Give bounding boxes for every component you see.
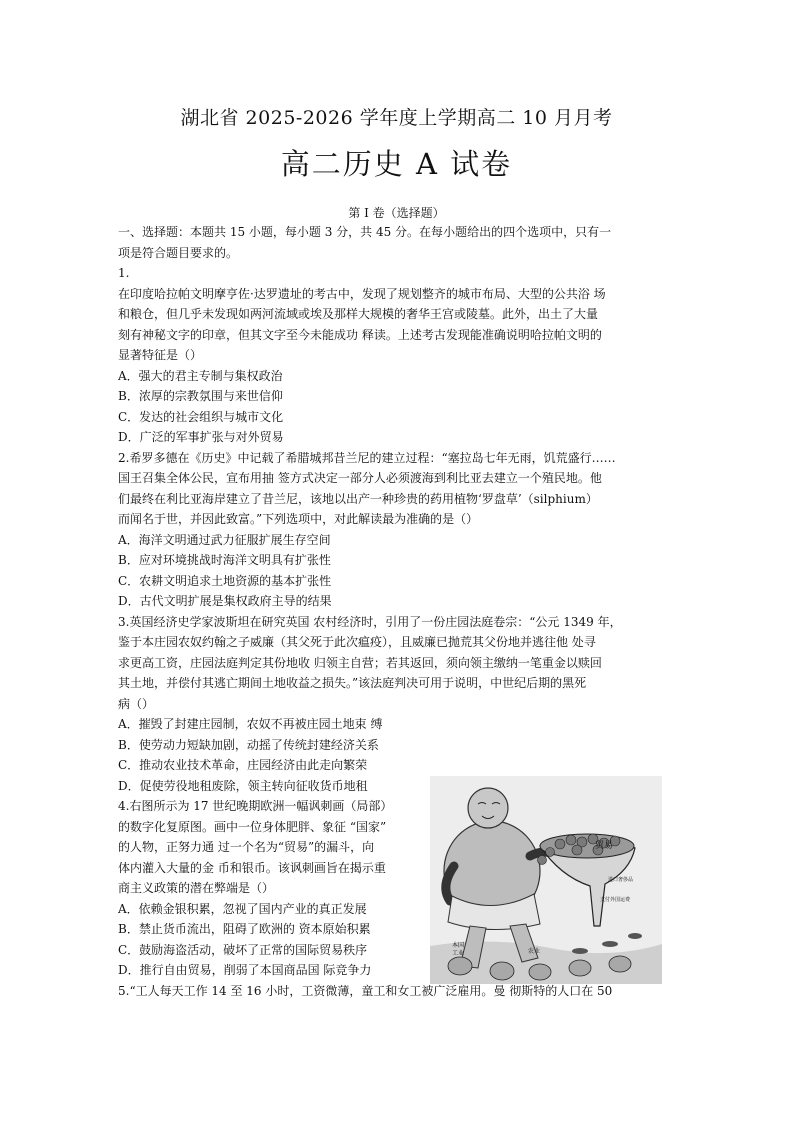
question-4-stem: 商主义政策的潜在弊端是（）	[118, 881, 275, 895]
cartoon-label-agriculture: 农业	[528, 948, 541, 955]
cartoon-label-trade: 贸易	[595, 841, 614, 851]
question-4-option-d[interactable]: D．推行自由贸易，削弱了本国商品国 际竞争力	[118, 963, 372, 977]
question-4-option-b[interactable]: B．禁止货币流出，阻碍了欧洲的 资本原始积累	[118, 922, 371, 936]
question-1-stem: 显著特征是（）	[118, 348, 203, 362]
question-3-option-a[interactable]: A．摧毁了封建庄园制，农奴不再被庄园土地束 缚	[118, 717, 383, 731]
section-heading: 第 I 卷（选择题）	[348, 206, 445, 220]
question-2-stem: 国王召集全体公民，宣布用抽 签方式决定一部分人必须渡海到利比亚去建立一个殖民地。他	[118, 471, 602, 485]
question-3-stem: 求更高工资，庄园法庭判定其份地收 归领主自营；若其返回，须向领主缴纳一笔重金以赎回	[118, 655, 602, 670]
question-3-stem: 病（）	[118, 696, 155, 711]
question-4-stem: 的人物，正努力通 过一个名为“贸易”的漏斗，向	[118, 840, 375, 854]
instructions-line: 项是符合题目要求的。	[118, 245, 239, 260]
question-1-option-b[interactable]: B．浓厚的宗教氛围与来世信仰	[118, 389, 283, 403]
question-2-stem: 们最终在利比亚海岸建立了昔兰尼，该地以出产一种珍贵的药用植物‘罗盘草’（silphium）	[118, 491, 598, 506]
question-1-option-c[interactable]: C．发达的社会组织与城市文化	[118, 409, 284, 424]
question-1-stem: 在印度哈拉帕文明摩亨佐·达罗遗址的考古中，发现了规划整齐的城市布局、大型的公共浴 场	[118, 286, 606, 301]
question-3-option-d[interactable]: D．促使劳役地租废除，领主转向征收货币地租	[118, 778, 368, 793]
question-3-option-c[interactable]: C．推动农业技术革命，庄园经济由此走向繁荣	[118, 758, 368, 772]
question-4-option-a[interactable]: A．依赖金银积累，忽视了国内产业的真正发展	[118, 901, 367, 916]
question-1-stem: 刻有神秘文字的印章，但其文字至今未能成功 释读。上述考古发现能准确说明哈拉帕文明的	[118, 327, 602, 342]
question-2-option-b[interactable]: B．应对环境挑战时海洋文明具有扩张性	[118, 553, 331, 567]
instructions-line: 一、选择题：本题共 15 小题，每小题 3 分，共 45 分。在每小题给出的四个选项中，只有一	[118, 225, 612, 239]
question-2-option-d[interactable]: D．古代文明扩展是集权政府主导的结果	[118, 594, 332, 608]
question-3-stem: 其土地，并偿付其逃亡期间土地收益之损失。”该法庭判决可用于说明，中世纪后期的黑死	[118, 676, 587, 690]
question-2-stem: 2.希罗多德在《历史》中记载了希腊城邦昔兰尼的建立过程：“塞拉岛七年无雨，饥荒盛行……	[118, 450, 616, 465]
question-4-stem: 体内灌入大量的金 币和银币。该讽刺画旨在揭示重	[118, 860, 386, 875]
question-2-option-c[interactable]: C．农耕文明追求土地资源的基本扩张性	[118, 573, 332, 588]
question-3-stem: 鉴于本庄园农奴约翰之子威廉（其父死于此次瘟疫），且威廉已抛荒其父份地并逃往他 处寻	[118, 635, 596, 649]
question-4-option-c[interactable]: C．鼓励海盗活动，破坏了正常的国际贸易秩序	[118, 942, 368, 957]
cartoon-label-freight: 支付外国运费	[600, 897, 631, 903]
question-5-stem: 5.“工人每天工作 14 至 16 小时，工资微薄，童工和女工被广泛雇用。曼 彻斯特的人口在 50	[118, 983, 613, 998]
question-1-stem: 和粮仓，但几乎未发现如两河流域或埃及那样大规模的奢华王宫或陵墓。此外，出土了大量	[118, 307, 599, 321]
exam-header-title: 湖北省 2025-2026 学年度上学期高二 10 月月考	[180, 107, 613, 129]
question-2-option-a[interactable]: A．海洋文明通过武力征服扩展生存空间	[118, 532, 331, 547]
cartoon-label-industry: 本国 工业	[452, 942, 465, 957]
cartoon-label-import: 进口奢侈品	[608, 877, 634, 883]
mercantilism-cartoon	[430, 776, 662, 984]
question-4-stem: 4.右图所示为 17 世纪晚期欧洲一幅讽刺画（局部）	[118, 799, 393, 813]
exam-subtitle: 高二历史 A 试卷	[280, 147, 513, 181]
question-4-stem: 的数字化复原图。画中一位身体肥胖、象征 “国家”	[118, 819, 387, 834]
question-1-option-a[interactable]: A．强大的君主专制与集权政治	[118, 368, 283, 383]
question-3-stem: 3.英国经济史学家波斯坦在研究英国 农村经济时，引用了一份庄园法庭卷宗：“公元 1349 年，	[118, 614, 622, 629]
question-2-stem: 而闻名于世，并因此致富。”下列选项中，对此解读最为准确的是（）	[118, 512, 479, 526]
question-1-number: 1.	[118, 266, 130, 280]
question-3-option-b[interactable]: B．使劳动力短缺加剧，动摇了传统封建经济关系	[118, 737, 379, 752]
question-1-option-d[interactable]: D．广泛的军事扩张与对外贸易	[118, 430, 284, 444]
